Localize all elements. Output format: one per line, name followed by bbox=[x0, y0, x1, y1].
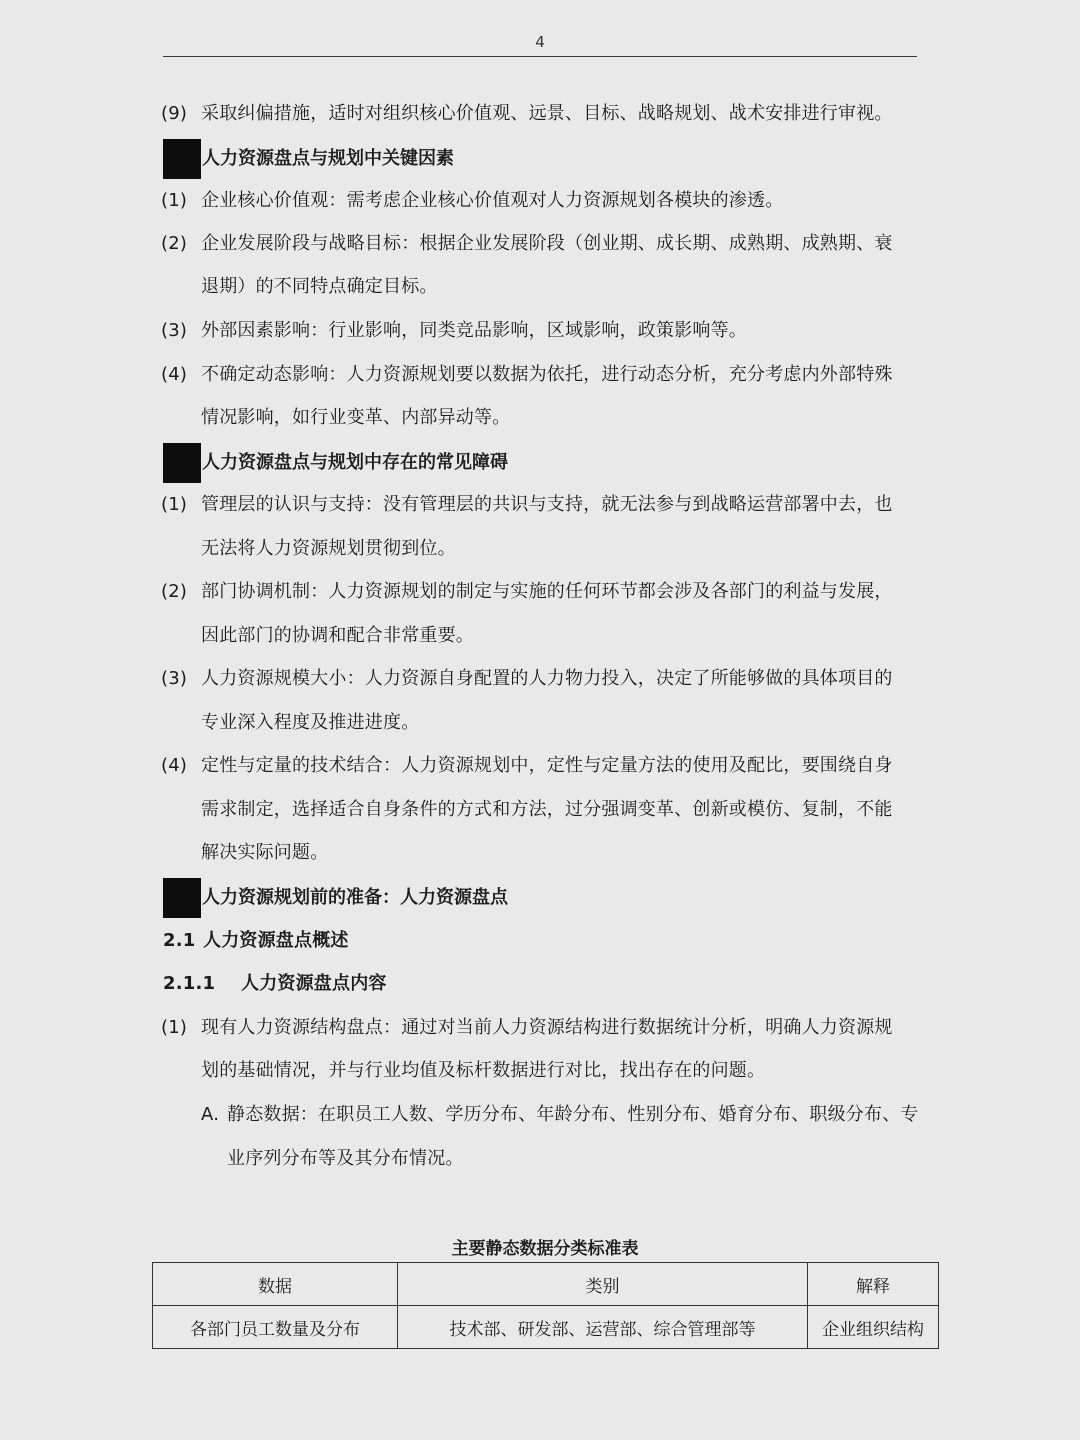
item-number: (2) bbox=[161, 233, 188, 254]
item-continuation: 因此部门的协调和配合非常重要。 bbox=[201, 625, 474, 646]
item-continuation: 无法将人力资源规划贯彻到位。 bbox=[201, 538, 456, 559]
list-item bbox=[161, 666, 893, 692]
list-item bbox=[161, 492, 893, 518]
item-number: (4) bbox=[161, 755, 188, 776]
item-text: 部门协调机制：人力资源规划的制定与实施的任何环节都会涉及各部门的利益与发展， bbox=[201, 581, 893, 602]
list-item bbox=[161, 753, 893, 779]
item-number: (1) bbox=[161, 1017, 188, 1038]
item-text: 企业发展阶段与战略目标：根据企业发展阶段（创业期、成长期、成熟期、成熟期、衰 bbox=[201, 233, 893, 254]
sub-list-item bbox=[201, 1102, 919, 1128]
item-text: 现有人力资源结构盘点：通过对当前人力资源结构进行数据统计分析，明确人力资源规 bbox=[201, 1017, 893, 1038]
item-number: (4) bbox=[161, 364, 188, 385]
page-number: 4 bbox=[535, 33, 545, 51]
list-item bbox=[161, 1015, 893, 1041]
item-number: (9) bbox=[161, 103, 188, 124]
list-item bbox=[161, 231, 893, 257]
column-header: 数据 bbox=[153, 1263, 398, 1306]
section-2-1-1 bbox=[163, 971, 387, 997]
heading-text: 人力资源盘点与规划中关键因素 bbox=[202, 148, 454, 169]
list-item bbox=[161, 188, 783, 214]
item-text: 不确定动态影响：人力资源规划要以数据为依托，进行动态分析，充分考虑内外部特殊 bbox=[201, 364, 893, 385]
item-continuation: 情况影响，如行业变革、内部异动等。 bbox=[201, 407, 511, 428]
table-row bbox=[153, 1306, 939, 1349]
table-cell: 企业组织结构 bbox=[808, 1306, 939, 1349]
list-item bbox=[161, 101, 893, 127]
header-rule bbox=[163, 56, 917, 57]
item-text: 管理层的认识与支持：没有管理层的共识与支持，就无法参与到战略运营部署中去，也 bbox=[201, 494, 893, 515]
list-item bbox=[161, 362, 893, 388]
item-number: (2) bbox=[161, 581, 188, 602]
item-number: (3) bbox=[161, 320, 188, 341]
table-cell: 技术部、研发部、运营部、综合管理部等 bbox=[398, 1306, 808, 1349]
list-item bbox=[161, 318, 747, 344]
section-title: 人力资源盘点概述 bbox=[203, 930, 349, 951]
item-text: 企业核心价值观：需考虑企业核心价值观对人力资源规划各模块的渗透。 bbox=[201, 190, 784, 211]
item-text: 采取纠偏措施，适时对组织核心价值观、远景、目标、战略规划、战术安排进行审视。 bbox=[201, 103, 893, 124]
table-header-row bbox=[153, 1263, 939, 1306]
redaction-block bbox=[163, 139, 201, 179]
item-text: 外部因素影响：行业影响，同类竞品影响，区域影响，政策影响等。 bbox=[201, 320, 747, 341]
heading-text: 人力资源盘点与规划中存在的常见障碍 bbox=[202, 452, 508, 473]
static-data-table bbox=[152, 1262, 939, 1349]
column-header: 类别 bbox=[398, 1263, 808, 1306]
table-cell: 各部门员工数量及分布 bbox=[153, 1306, 398, 1349]
section-heading-preparation bbox=[163, 878, 508, 918]
table-title: 主要静态数据分类标准表 bbox=[451, 1239, 639, 1259]
section-heading-key-factors bbox=[163, 139, 454, 179]
section-2-1 bbox=[163, 928, 349, 954]
item-continuation: 退期）的不同特点确定目标。 bbox=[201, 276, 438, 297]
item-number: (1) bbox=[161, 494, 188, 515]
section-number: 2.1 bbox=[163, 930, 196, 951]
section-title: 人力资源盘点内容 bbox=[241, 973, 387, 994]
item-continuation: 划的基础情况，并与行业均值及标杆数据进行对比，找出存在的问题。 bbox=[201, 1060, 766, 1081]
item-number: (3) bbox=[161, 668, 188, 689]
list-item bbox=[161, 579, 893, 605]
redaction-block bbox=[163, 443, 201, 483]
item-continuation: 业序列分布等及其分布情况。 bbox=[227, 1148, 464, 1169]
item-text: 静态数据：在职员工人数、学历分布、年龄分布、性别分布、婚育分布、职级分布、专 bbox=[227, 1104, 919, 1125]
item-number: (1) bbox=[161, 190, 188, 211]
item-continuation: 专业深入程度及推进进度。 bbox=[201, 712, 420, 733]
item-text: 定性与定量的技术结合：人力资源规划中，定性与定量方法的使用及配比，要围绕自身 bbox=[201, 755, 893, 776]
heading-text: 人力资源规划前的准备：人力资源盘点 bbox=[202, 887, 508, 908]
item-continuation: 需求制定，选择适合自身条件的方式和方法，过分强调变革、创新或模仿、复制，不能 bbox=[201, 799, 893, 820]
section-heading-obstacles bbox=[163, 443, 508, 483]
redaction-block bbox=[163, 878, 201, 918]
item-continuation: 解决实际问题。 bbox=[201, 842, 329, 863]
item-text: 人力资源规模大小：人力资源自身配置的人力物力投入，决定了所能够做的具体项目的 bbox=[201, 668, 893, 689]
column-header: 解释 bbox=[808, 1263, 939, 1306]
section-number: 2.1.1 bbox=[163, 973, 216, 994]
item-label: A. bbox=[201, 1104, 220, 1125]
